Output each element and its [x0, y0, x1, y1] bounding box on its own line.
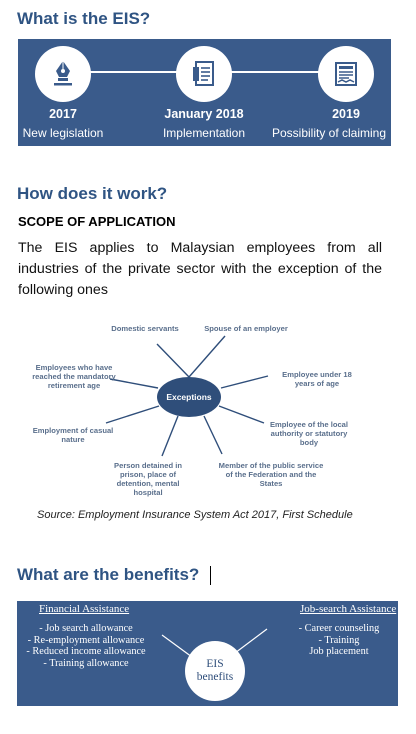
exception-local-authority: Employee of the local authority or statutory body [269, 420, 349, 447]
list-item: - Reduced income allowance [26, 646, 146, 658]
timeline-year-2: January 2018 [164, 107, 244, 121]
timeline-desc-3: Possibility of claiming [271, 126, 387, 140]
exception-under-18: Employee under 18 years of age [282, 370, 352, 388]
scope-title: SCOPE OF APPLICATION [18, 214, 176, 229]
list-item: - Training allowance [43, 657, 129, 669]
timeline-desc-2: Implementation [162, 126, 246, 140]
job-search-assistance-list [289, 623, 389, 658]
text-cursor [210, 566, 211, 585]
timeline-year-3: 2019 [332, 107, 360, 121]
job-search-assistance-title: Job-search Assistance [300, 603, 397, 615]
timeline-year-1: 2017 [49, 107, 77, 121]
eis-benefits-line2: benefits [196, 671, 234, 683]
benefits-panel [17, 601, 398, 706]
exception-domestic-servants: Domestic servants [111, 324, 179, 333]
list-item: Job placement [309, 646, 369, 658]
heading-benefits: What are the benefits? [17, 565, 200, 584]
exception-spouse: Spouse of an employer [204, 324, 288, 333]
heading-what-is: What is the EIS? [17, 9, 151, 28]
list-item: - Re-employment allowance [27, 634, 145, 646]
heading-how-it-works: How does it work? [17, 184, 168, 203]
exception-retirement: Employees who have reached the mandatory retirement age [32, 363, 116, 390]
list-item: - Training [318, 634, 360, 646]
exception-public-service: Member of the public service of the Federation and the States [218, 461, 324, 488]
eis-benefits-line1: EIS [206, 658, 224, 670]
exception-casual: Employment of casual nature [32, 426, 114, 444]
eis-benefits-label [185, 658, 245, 684]
timeline-desc-1: New legislation [22, 126, 104, 140]
source-citation: Source: Employment Insurance System Act 2017, First Schedule [37, 509, 353, 521]
list-item: - Job search allowance [39, 623, 133, 634]
financial-assistance-title: Financial Assistance [39, 603, 130, 615]
exceptions-center: Exceptions [157, 377, 221, 417]
scope-text: The EIS applies to Malaysian employees from all industries of the private sector with the exception of the following ones [18, 240, 382, 298]
exception-detained: Person detained in prison, place of detention, mental hospital [114, 461, 182, 497]
financial-assistance-list [23, 623, 149, 669]
list-item: - Career counseling [298, 623, 380, 634]
